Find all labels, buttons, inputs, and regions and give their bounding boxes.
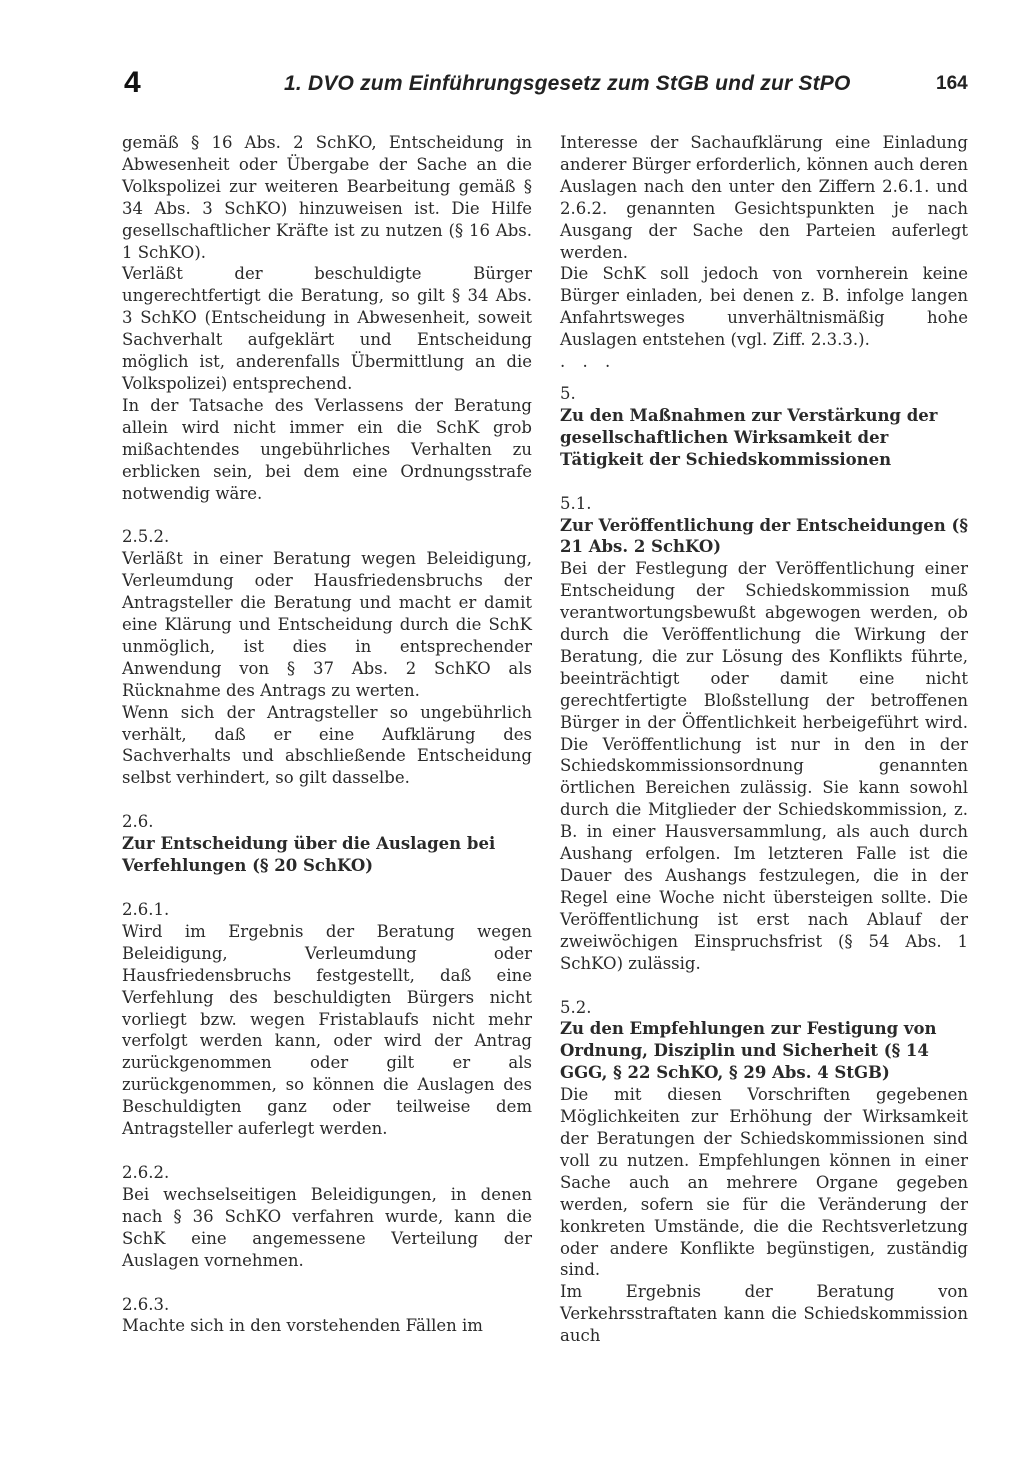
paragraph: Die SchK soll jedoch von vornherein keine Bürger einladen, bei denen z. B. infolge langen Anfahrtsweges unverhältnismäßig hohe Auslagen entstehen (vgl. Ziff. 2.3.3.). <box>560 264 968 350</box>
section-heading-5-2: Zu den Empfehlungen zur Festigung von Ordnung, Disziplin und Sicherheit (§ 14 GGG, § 22 SchKO, § 29 Abs. 4 StGB) <box>560 1019 937 1083</box>
paragraph: Im Ergebnis der Beratung von Verkehrsstraftaten kann die Schiedskommission auch <box>560 1282 968 1346</box>
paragraph: Wird im Ergebnis der Beratung wegen Beleidigung, Verleumdung oder Hausfriedensbruchs festgestellt, daß eine Verfehlung des beschuldigten Bürgers nicht vorliegt bzw. wegen Fristablaufs nicht mehr verfolgt werden kann, oder wird der Antrag zurückgenommen oder gilt er als zurückgenommen, so können die Auslagen des Beschuldigten ganz oder teilweise dem Antragsteller auferlegt werden. <box>122 921 532 1139</box>
paragraph: gemäß § 16 Abs. 2 SchKO, Entscheidung in Abwesenheit oder Übergabe der Sache an die Volkspolizei zur weiteren Bearbeitung gemäß § 34 Abs. 3 SchKO) hinzuweisen ist. Die Hilfe gesellschaftlicher Kräfte ist zu nutzen (§ 16 Abs. 1 SchKO). <box>122 133 532 262</box>
paragraph: Die mit diesen Vorschriften gegebenen Möglichkeiten zur Erhöhung der Wirksamkeit der Beratungen der Schiedskommissionen sind voll zu nutzen. Empfehlungen können in einer Sache auch an mehrere Organe gegeben werden, sofern sie für die Veränderung der konkreten Umstände, die die Rechtsverletzung oder andere Konflikte begünstigen, zuständig sind. <box>560 1085 968 1280</box>
paragraph: In der Tatsache des Verlassens der Beratung allein wird nicht immer ein die SchK grob mißachtendes ungebührliches Verhalten zu erblicken sein, bei dem eine Ordnungsstrafe notwendig wäre. <box>122 395 532 503</box>
section-number-2-6-2: 2.6.2. <box>122 1162 170 1182</box>
chapter-number: 4 <box>124 66 141 99</box>
paragraph: Wenn sich der Antragsteller so ungebührlich verhält, daß er eine Aufklärung des Sachverhalts und abschließende Entscheidung selbst verhindert, so gilt dasselbe. <box>122 702 532 788</box>
left-column <box>122 132 532 1337</box>
section-number-2-6-1: 2.6.1. <box>122 900 170 919</box>
paragraph: Bei der Festlegung der Veröffentlichung einer Entscheidung der Schiedskommission muß verantwortungsbewußt abgewogen werden, ob durch die Veröffentlichung die Wirkung der Beratung, die zur Lösung des Konflikts führte, beeinträchtigt oder damit eine nicht gerechtfertigte Bloßstellung der betroffenen Bürger in der Öffentlichkeit herbeigeführt wird. Die Veröffentlichung ist nur in den in der Schiedskommissionsordnung genannten örtlichen Bereichen zulässig. Sie kann sowohl durch die Mitglieder der Schiedskommission, z. B. in einer Hausversammlung, als auch durch Aushang erfolgen. Im letzteren Falle ist die Dauer des Aushangs festzulegen, die in der Regel eine Woche nicht übersteigen sollte. Die Veröffentlichung ist erst nach Ablauf der zweiwöchigen Einspruchsfrist (§ 54 Abs. 1 SchKO) zulässig. <box>560 559 968 973</box>
section-heading-5: Zu den Maßnahmen zur Verstärkung der gesellschaftlichen Wirksamkeit der Tätigkeit der Schiedskommissionen <box>560 405 938 469</box>
paragraph: Verläßt in einer Beratung wegen Beleidigung, Verleumdung oder Hausfriedensbruchs der Antragsteller die Beratung und macht er damit eine Klärung und Entscheidung durch die SchK unmöglich, ist dies in entsprechender Anwendung von § 37 Abs. 2 SchKO als Rücknahme des Antrags zu werten. <box>122 549 532 700</box>
section-number-2-6-3: 2.6.3. <box>122 1294 170 1314</box>
section-number-5: 5. <box>560 383 576 403</box>
section-number-2-6: 2.6. <box>122 812 154 832</box>
right-column <box>560 132 968 1347</box>
section-heading-2-6: Zur Entscheidung über die Auslagen bei Verfehlungen (§ 20 SchKO) <box>122 834 496 876</box>
paragraph: Bei wechselseitigen Beleidigungen, in denen nach § 36 SchKO verfahren wurde, kann die SchK eine angemessene Verteilung der Auslagen vornehmen. <box>122 1184 532 1270</box>
section-heading-5-1: Zur Veröffentlichung der Entscheidungen (§ 21 Abs. 2 SchKO) <box>560 515 968 557</box>
paragraph: Interesse der Sachaufklärung eine Einladung anderer Bürger erforderlich, können auch deren Auslagen nach den unter den Ziffern 2.6.1. und 2.6.2. genannten Gesichtspunkten je nach Ausgang der Sache den Parteien auferlegt werden. <box>560 133 968 262</box>
running-header-title: 1. DVO zum Einführungsgesetz zum StGB und zur StPO <box>284 72 851 95</box>
section-number-2-5-2: 2.5.2. <box>122 527 170 547</box>
paragraph: Machte sich in den vorstehenden Fällen im <box>122 1316 483 1336</box>
ellipsis: . . . <box>560 352 617 372</box>
section-number-5-1: 5.1. <box>560 493 592 513</box>
page-number: 164 <box>936 73 968 94</box>
section-number-5-2: 5.2. <box>560 997 592 1017</box>
paragraph: Verläßt der beschuldigte Bürger ungerechtfertigt die Beratung, so gilt § 34 Abs. 3 SchKO (Entscheidung in Abwesenheit, soweit Sachverhalt aufgeklärt und Entscheidung möglich ist, anderenfalls Übermittlung an die Volkspolizei) entsprechend. <box>122 264 532 393</box>
